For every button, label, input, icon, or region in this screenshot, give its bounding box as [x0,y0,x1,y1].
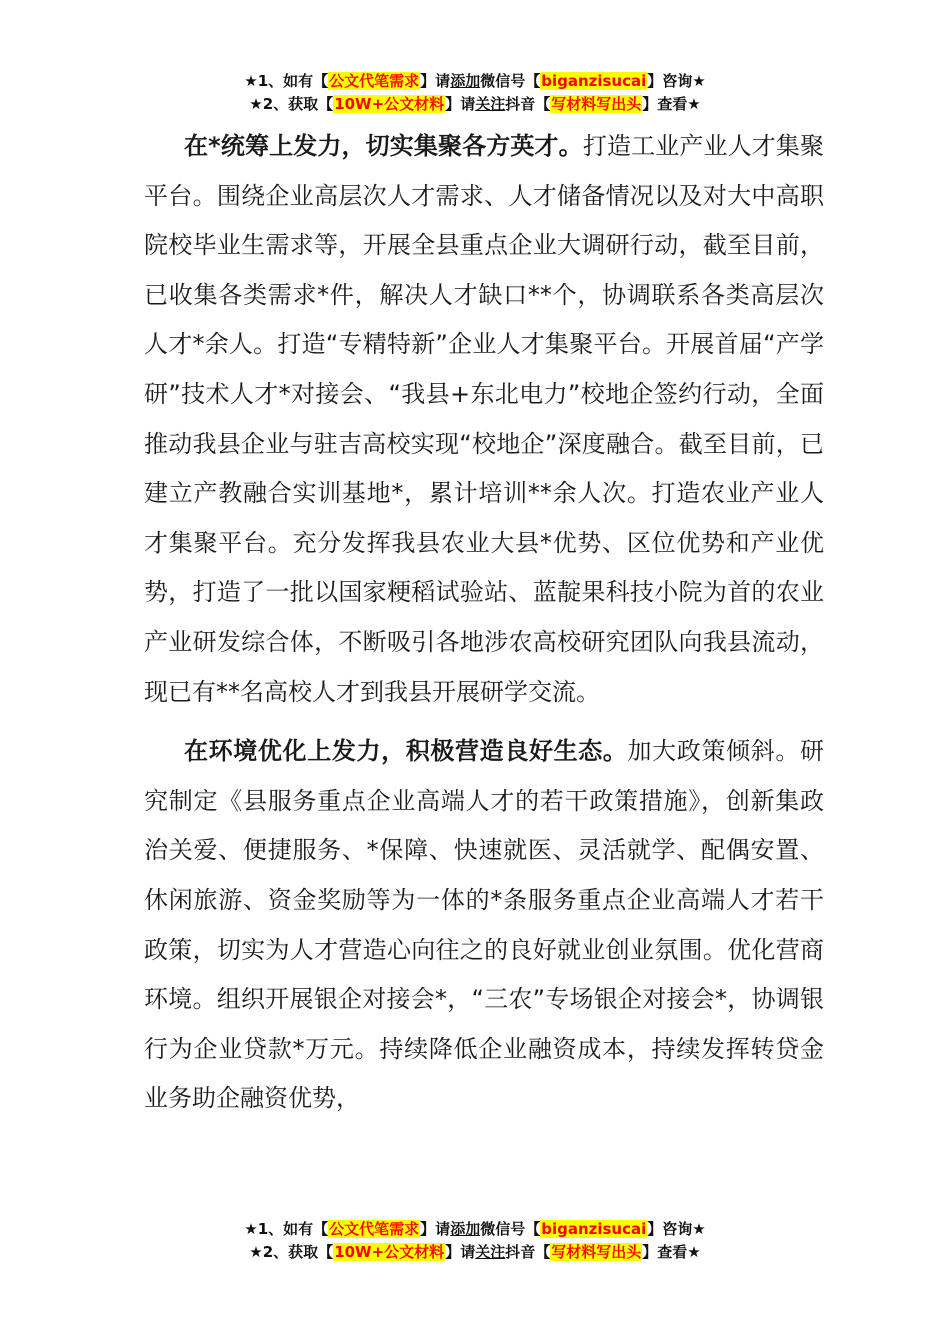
banner-underline-follow: 关注 [475,1243,506,1261]
banner-line-1-prefix: ★1、如有【 [244,72,329,90]
banner-highlight-materials: 10W+公文材料 [334,1243,445,1261]
banner-line-2-suffix: 】查看★ [642,1243,701,1261]
banner-line-2 [0,1241,950,1264]
paragraph-text: 加大政策倾斜。研究制定《县服务重点企业高端人才的若干政策措施》，创新集政治关爱、便捷服务、*保障、快速就医、灵活就学、配偶安置、休闲旅游、资金奖励等为一体的*条服务重点企业高端人才若干政策，切实为人才营造心向往之的良好就业创业氛围。优化营商环境。组织开展银企对接会*，“三农”专场银企对接会*，协调银行为企业贷款*万元。持续降低企业融资成本，持续发挥转贷金业务助企融资优势， [144,737,825,1113]
banner-line-2-mid1: 】请 [445,1243,476,1261]
banner-highlight-service: 公文代笔需求 [329,72,420,90]
banner-line-2-mid2: 抖音【 [505,95,551,113]
footer-banner [0,1218,950,1264]
paragraph-text: 打造工业产业人才集聚平台。围绕企业高层次人才需求、人才储备情况以及对大中高职院校毕业生需求等，开展全县重点企业大调研行动，截至目前，已收集各类需求*件，解决人才缺口**个，协调联系各类高层次人才*余人。打造“专精特新”企业人才集聚平台。开展首届“产学研”技术人才*对接会、“我县+东北电力”校地企签约行动，全面推动我县企业与驻吉高校实现“校地企”深度融合。截至目前，已建立产教融合实训基地*，累计培训**余人次。打造农业产业人才集聚平台。充分发挥我县农业大县*优势、区位优势和产业优势，打造了一批以国家粳稻试验站、蓝靛果科技小院为首的农业产业研发综合体，不断吸引各地涉农高校研究团队向我县流动，现已有**名高校人才到我县开展研学交流。 [144,132,825,706]
banner-line-1-suffix: 】咨询★ [647,72,706,90]
banner-line-1-suffix: 】咨询★ [647,1220,706,1238]
banner-line-2-mid1: 】请 [445,95,476,113]
banner-underline-add: 添加 [450,1220,481,1238]
banner-line-1 [0,70,950,93]
paragraph-lead: 在环境优化上发力，积极营造良好生态。 [184,737,628,766]
banner-line-1 [0,1218,950,1241]
paragraph-talent-gathering [144,122,824,717]
banner-highlight-douyin: 写材料写出头 [551,1243,642,1261]
banner-line-1-mid2: 微信号【 [480,1220,541,1238]
paragraph-lead: 在*统筹上发力，切实集聚各方英才。 [184,132,583,160]
banner-underline-add: 添加 [450,72,481,90]
banner-line-2-prefix: ★2、获取【 [249,95,334,113]
document-body [144,122,824,1124]
banner-highlight-materials: 10W+公文材料 [334,95,445,113]
banner-underline-follow: 关注 [475,95,506,113]
paragraph-environment [144,727,824,1124]
banner-line-2-prefix: ★2、获取【 [249,1243,334,1261]
header-banner [0,70,950,116]
banner-line-2 [0,93,950,116]
banner-line-1-prefix: ★1、如有【 [244,1220,329,1238]
banner-line-1-mid1: 】请 [420,72,451,90]
banner-highlight-service: 公文代笔需求 [329,1220,420,1238]
banner-highlight-wechat-id: biganzisucai [541,72,647,90]
banner-line-2-mid2: 抖音【 [505,1243,551,1261]
banner-highlight-douyin: 写材料写出头 [551,95,642,113]
banner-highlight-wechat-id: biganzisucai [541,1220,647,1238]
banner-line-1-mid2: 微信号【 [480,72,541,90]
banner-line-2-suffix: 】查看★ [642,95,701,113]
banner-line-1-mid1: 】请 [420,1220,451,1238]
